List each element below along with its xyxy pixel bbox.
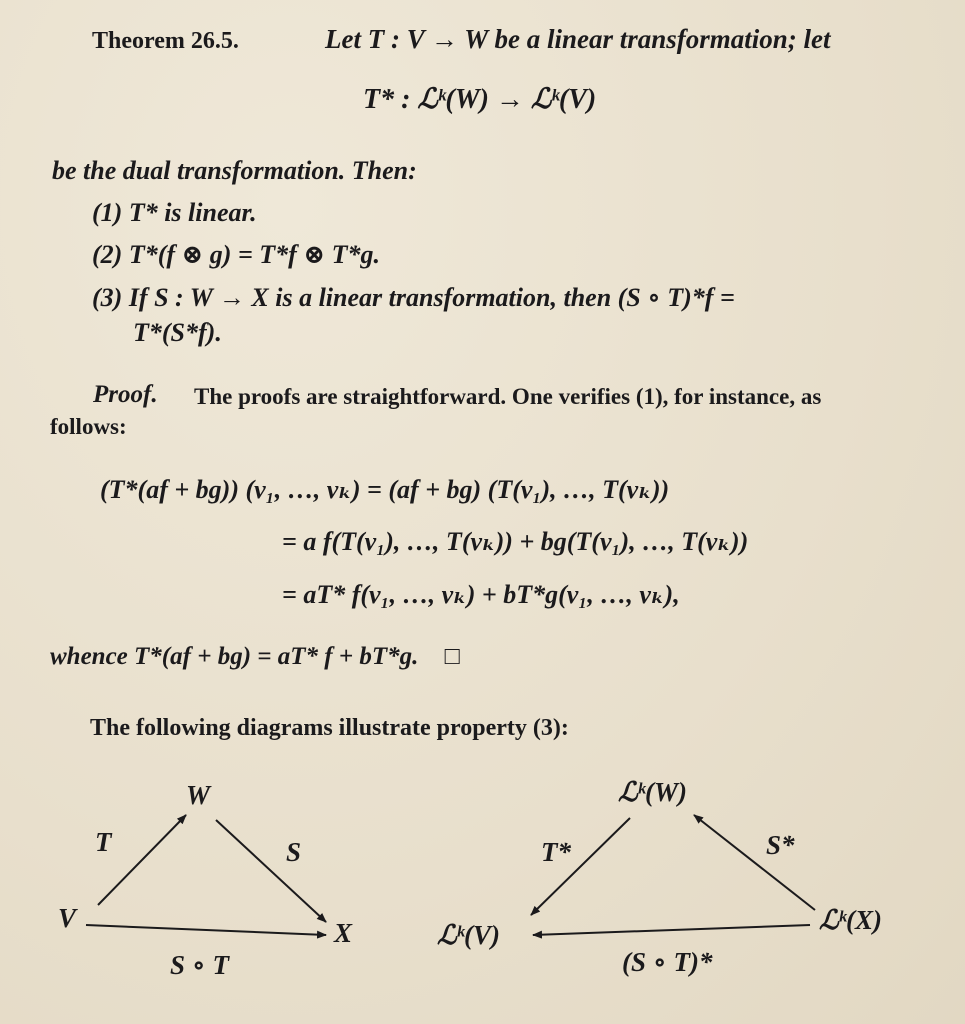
property-item-1: (1) T* is linear. [92,198,257,227]
diagram-intro: The following diagrams illustrate property (3): [90,715,569,741]
proof-label: Proof. [93,381,158,408]
arrow-SoT [86,925,326,935]
node-X: X [334,918,353,948]
arrow-S [216,820,326,922]
arrow-SoT-star [533,925,810,935]
arrow-S-star [694,815,815,910]
property-item-3: (3) If S : W → X is a linear transformation, then (S ∘ T)*f = [92,283,735,312]
edge-label-T: T [95,827,112,857]
equation-line-2: = a f(T(v₁), …, T(vₖ)) + bg(T(v₁), …, T(vₖ)) [282,527,749,556]
node-Lk-V: ℒᵏ(V) [437,920,500,950]
conclusion-text: whence T*(af + bg) = aT* f + bT*g. [50,643,419,670]
equation-line-1: (T*(af + bg)) (v₁, …, vₖ) = (af + bg) (T(v₁), …, T(vₖ)) [100,475,670,504]
edge-label-S-star: S* [766,830,795,860]
proof-text-continued: follows: [50,414,127,439]
proof-text-line: The proofs are straightforward. One verifies (1), for instance, as [194,384,822,409]
edge-label-T-star: T* [541,837,571,867]
dual-map-formula: T* : ℒᵏ(W) → ℒᵏ(V) [363,84,597,115]
node-Lk-W: ℒᵏ(W) [618,777,687,807]
theorem-dual-line: be the dual transformation. Then: [52,156,417,185]
property-item-2: (2) T*(f ⊗ g) = T*f ⊗ T*g. [92,240,380,269]
equation-line-3: = aT* f(v₁, …, vₖ) + bT*g(v₁, …, vₖ), [282,580,680,609]
node-V: V [58,903,77,933]
node-Lk-X: ℒᵏ(X) [819,905,882,935]
edge-label-SoT: S ∘ T [170,950,230,980]
node-W: W [186,780,211,810]
theorem-statement-line: Let T : V → W be a linear transformation; let [325,24,831,54]
qed-symbol: □ [444,643,460,670]
theorem-label: Theorem 26.5. [92,28,239,54]
edge-label-SoT-star: (S ∘ T)* [622,947,713,977]
property-item-3-continued: T*(S*f). [133,318,222,347]
edge-label-S: S [286,837,302,867]
